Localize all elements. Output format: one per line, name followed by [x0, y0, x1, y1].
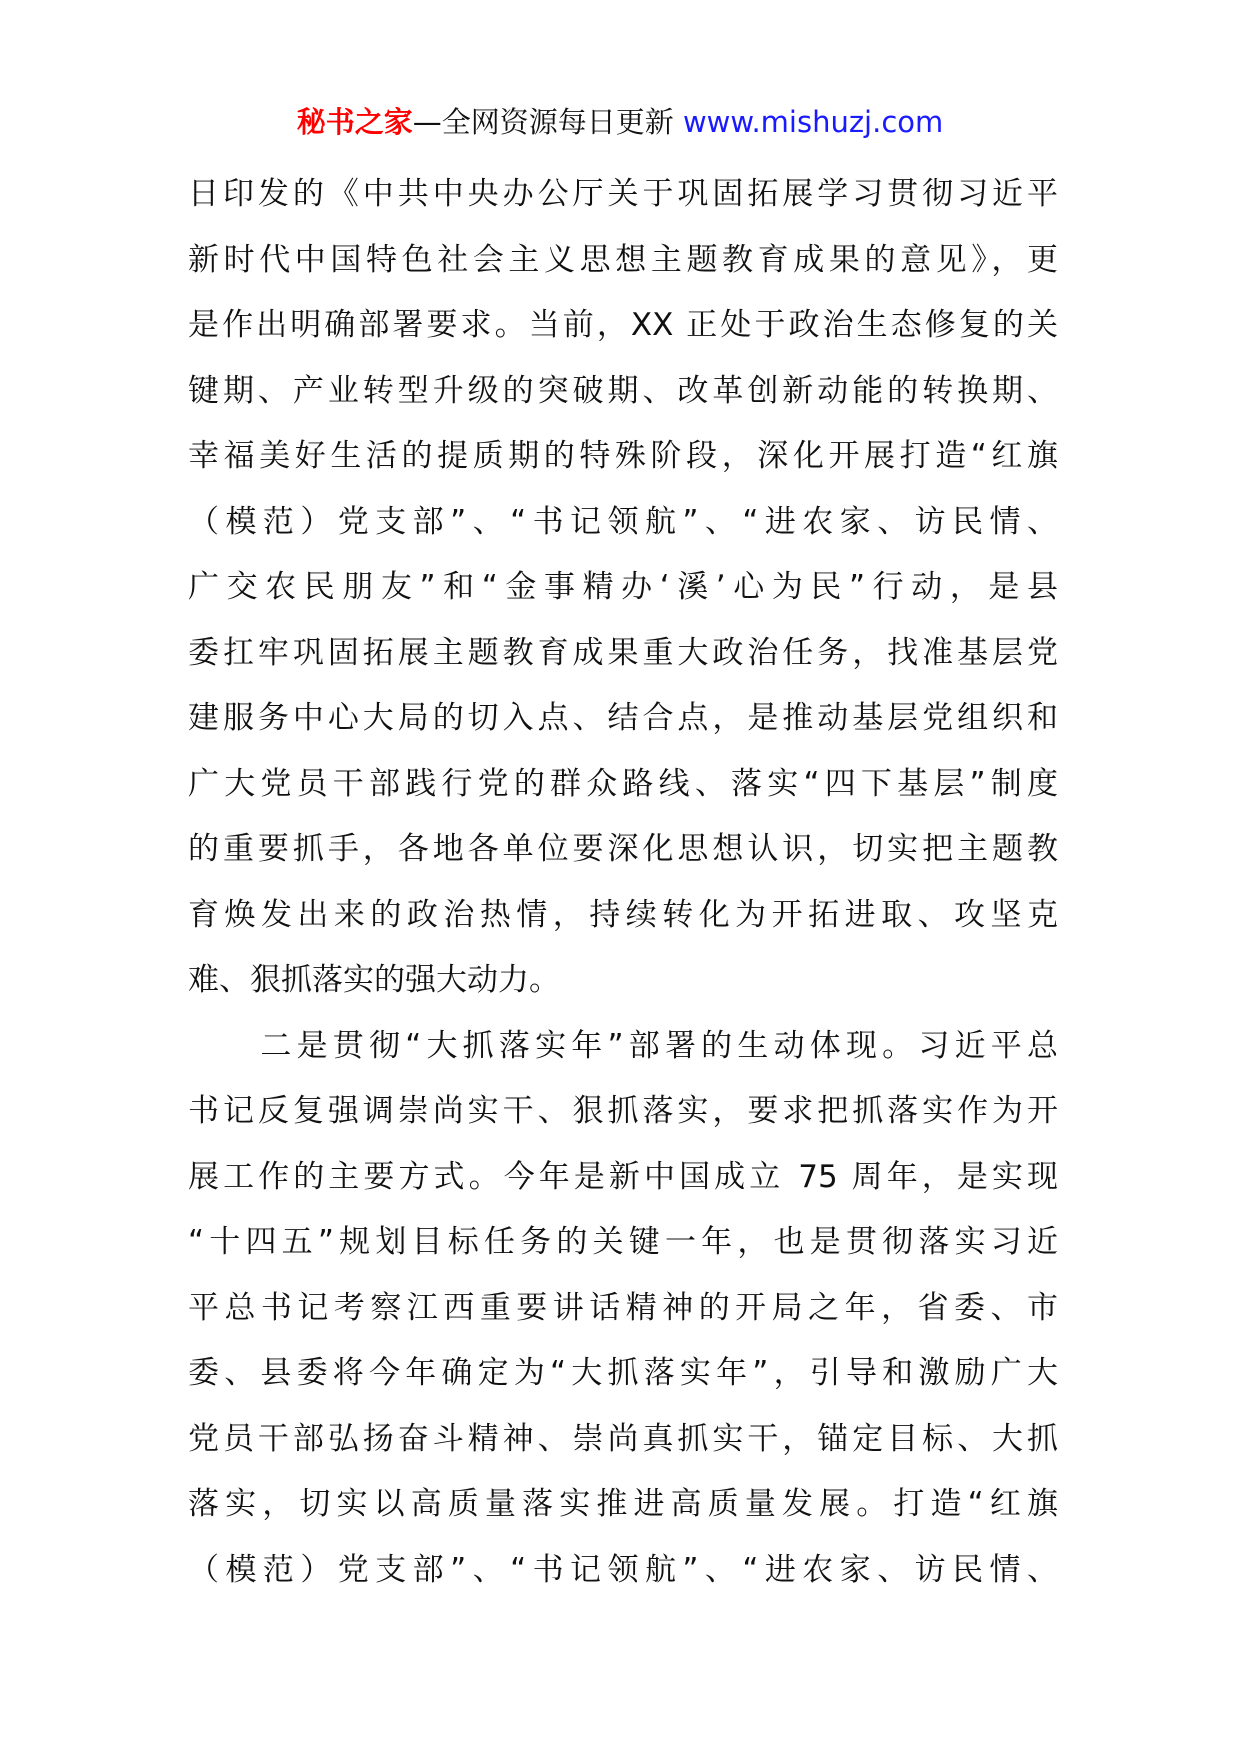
- text-line: “十四五”规划目标任务的关键一年，也是贯彻落实习近: [188, 1224, 1058, 1260]
- text-line: 育焕发出来的政治热情，持续转化为开拓进取、攻坚克: [188, 896, 1058, 933]
- paragraph-end-line: 难、狠抓落实的强大动力。: [188, 962, 560, 998]
- document-body: [188, 162, 1058, 1603]
- text-line: 日印发的《中共中央办公厅关于巩固拓展学习贯彻习近平: [188, 176, 1058, 212]
- site-url-link[interactable]: www.mishuzj.com: [682, 105, 944, 139]
- text-line: 展工作的主要方式。今年是新中国成立 75 周年，是实现: [188, 1158, 1058, 1195]
- brand-name: 秘书之家: [296, 105, 413, 139]
- text-line: 是作出明确部署要求。当前，XX 正处于政治生态修复的关: [188, 307, 1058, 343]
- text-line: 键期、产业转型升级的突破期、改革创新动能的转换期、: [188, 372, 1058, 409]
- text-line: 党员干部弘扬奋斗精神、崇尚真抓实干，锚定目标、大抓: [188, 1420, 1058, 1457]
- text-line: 广交农民朋友”和“金事精办‘溪’心为民”行动，是县: [188, 569, 1058, 605]
- text-line: 委扛牢巩固拓展主题教育成果重大政治任务，找准基层党: [188, 634, 1058, 671]
- text-line: 的重要抓手，各地各单位要深化思想认识，切实把主题教: [188, 831, 1058, 867]
- text-line: 委、县委将今年确定为“大抓落实年”，引导和激励广大: [188, 1355, 1058, 1391]
- text-line: （模范）党支部”、“书记领航”、“进农家、访民情、: [188, 503, 1058, 540]
- text-line: 建服务中心大局的切入点、结合点，是推动基层党组织和: [188, 700, 1058, 736]
- text-line: 落实，切实以高质量落实推进高质量发展。打造“红旗: [188, 1486, 1058, 1522]
- text-line: 幸福美好生活的提质期的特殊阶段，深化开展打造“红旗: [188, 438, 1058, 474]
- text-line: 书记反复强调崇尚实干、狠抓落实，要求把抓落实作为开: [188, 1093, 1058, 1129]
- header-tagline: —全网资源每日更新: [412, 105, 683, 139]
- text-line: 新时代中国特色社会主义思想主题教育成果的意见》，更: [188, 241, 1058, 278]
- page-header: [0, 100, 1240, 144]
- text-line: 平总书记考察江西重要讲话精神的开局之年，省委、市: [188, 1289, 1058, 1326]
- text-line: （模范）党支部”、“书记领航”、“进农家、访民情、: [188, 1551, 1058, 1588]
- paragraph-start-line: 二是贯彻“大抓落实年”部署的生动体现。习近平总: [188, 1027, 1058, 1064]
- text-line: 广大党员干部践行党的群众路线、落实“四下基层”制度: [188, 765, 1058, 802]
